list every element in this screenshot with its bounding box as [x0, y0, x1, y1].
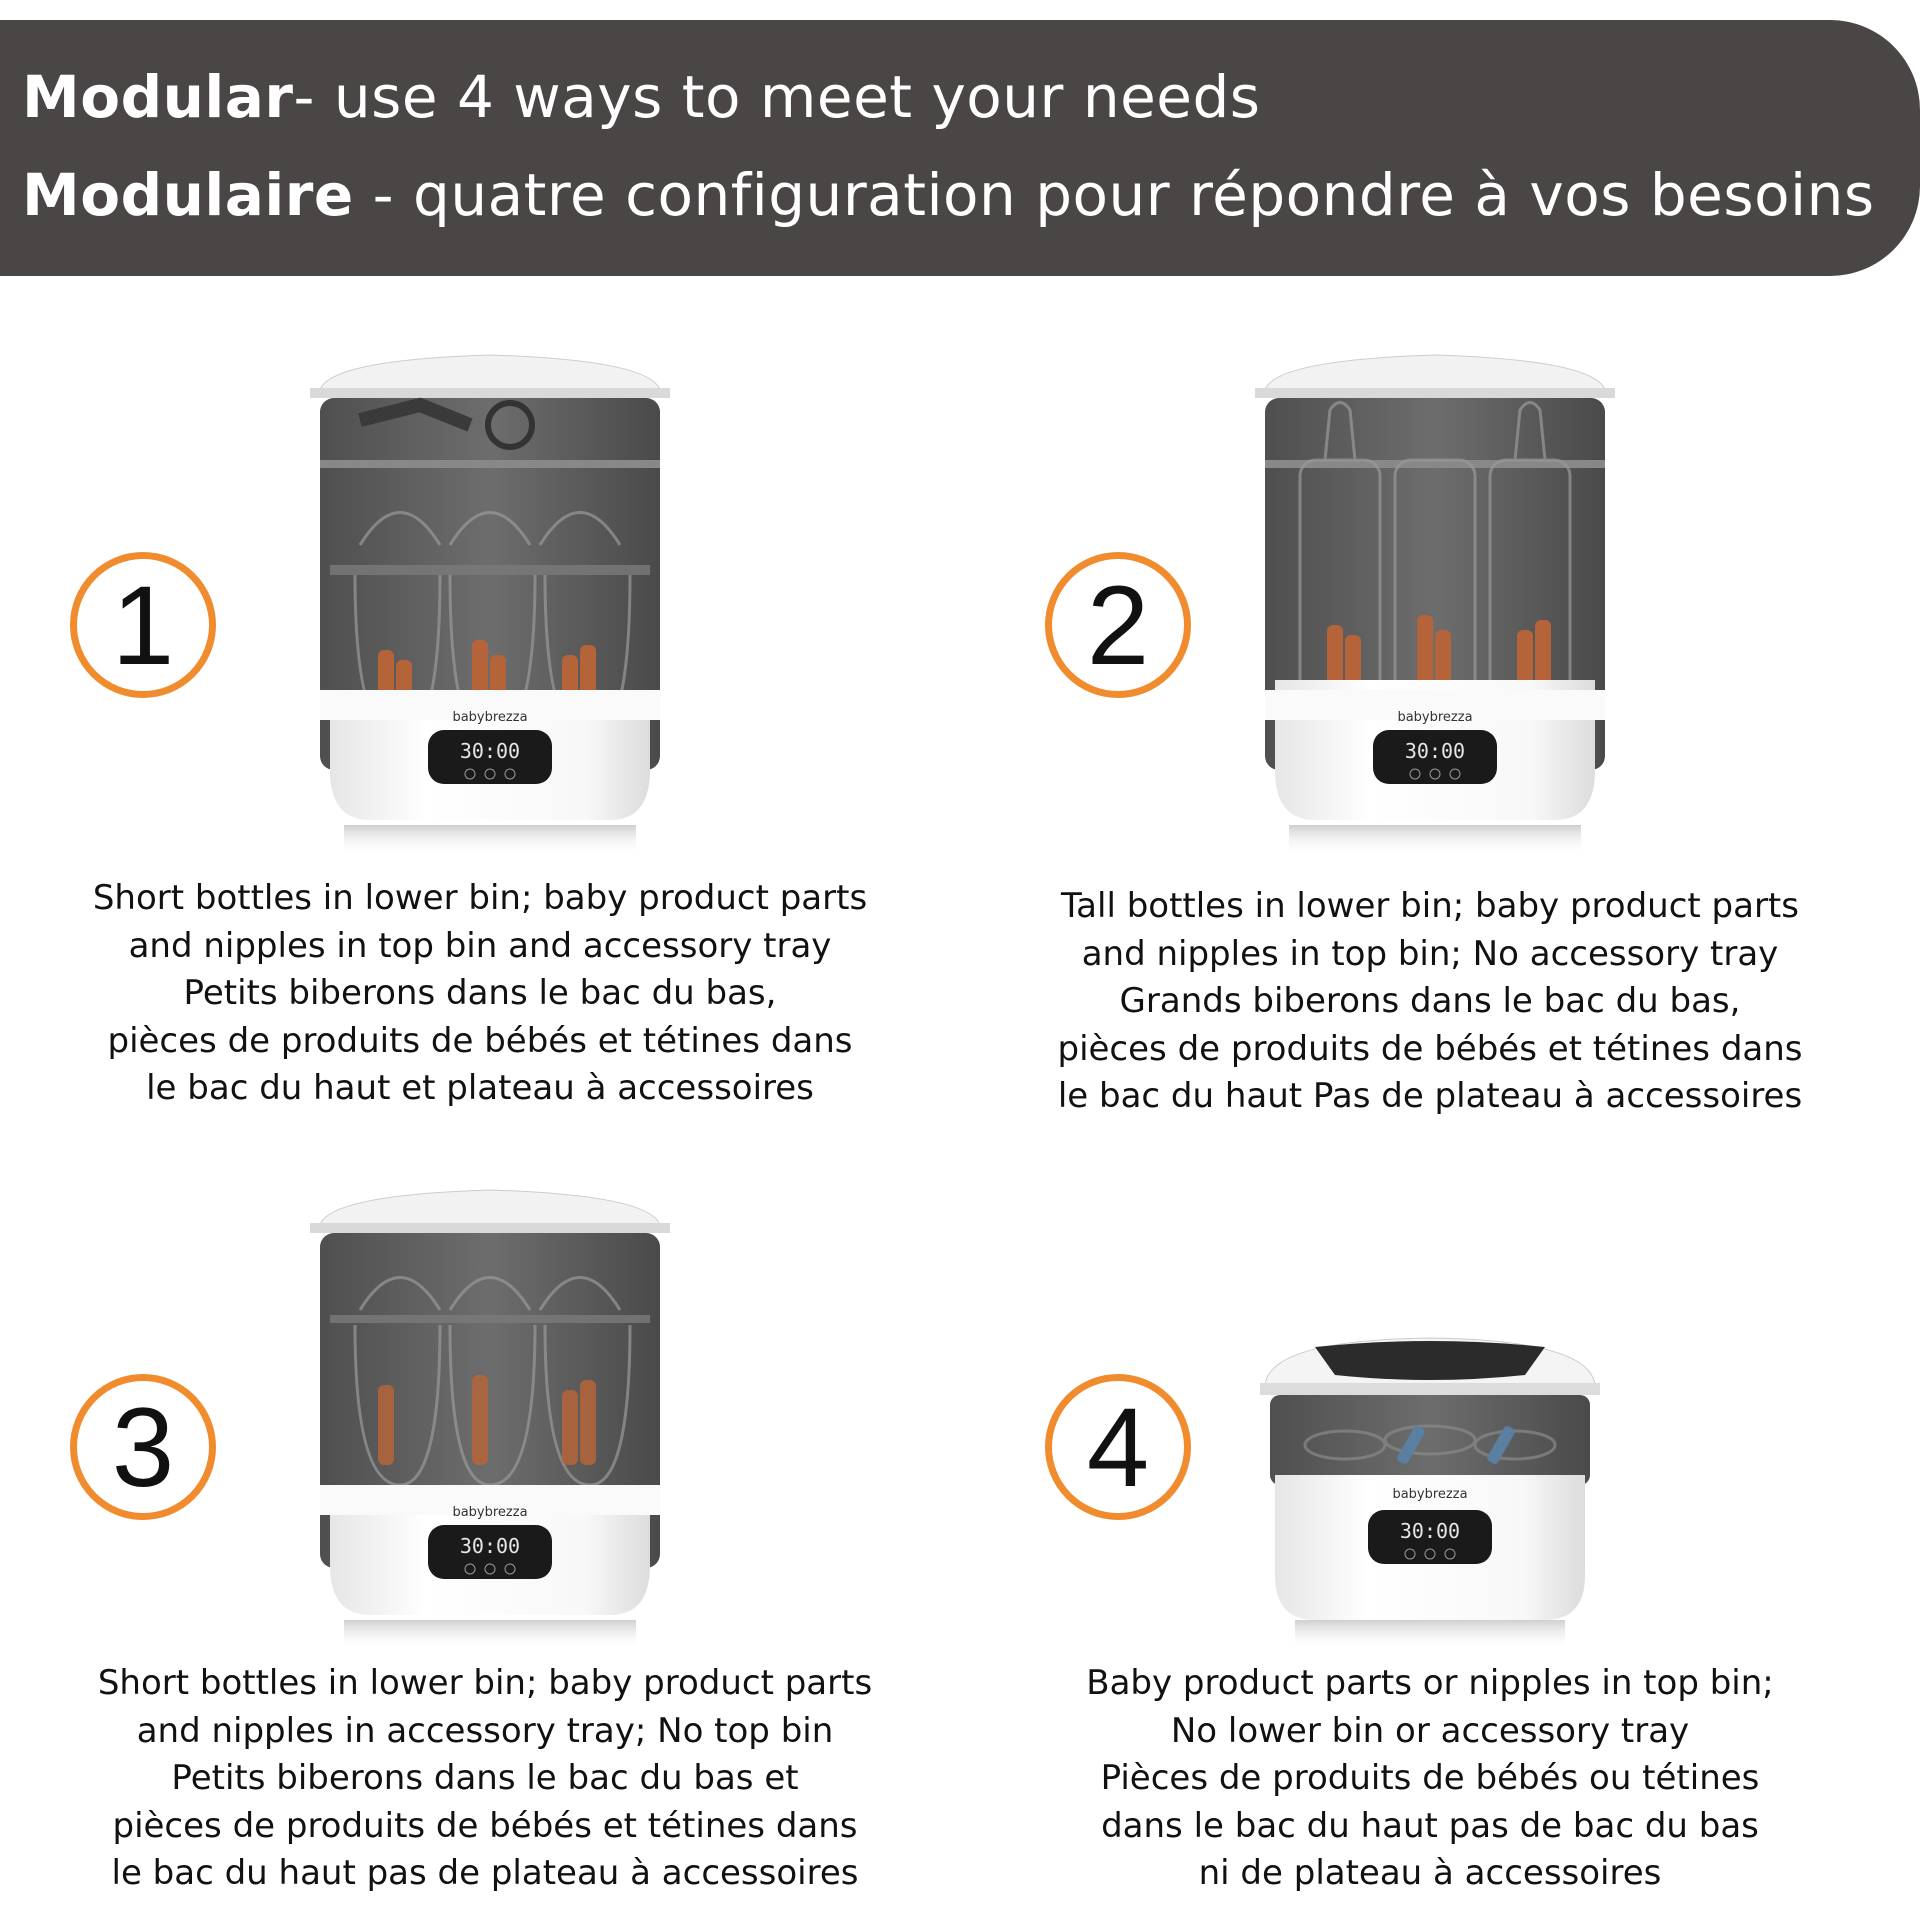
caption-1-line-5: le bac du haut et plateau à accessoires	[146, 1068, 814, 1108]
brand-label: babybrezza	[1397, 710, 1473, 725]
caption-2-line-4: pièces de produits de bébés et tétines dans	[1057, 1028, 1803, 1069]
brand-label: babybrezza	[452, 1505, 528, 1520]
step-number-1	[70, 552, 216, 698]
header-line2-rest: - quatre configuration pour répondre à vos besoins	[353, 161, 1875, 229]
caption-2-line-3: Grands biberons dans le bac du bas,	[1119, 981, 1741, 1021]
header-line1-rest: - use 4 ways to meet your needs	[293, 63, 1261, 131]
caption-3	[85, 1660, 885, 1898]
header-line1-bold: Modular	[22, 63, 294, 131]
step-number-3	[70, 1374, 216, 1520]
step-number-2	[1045, 552, 1191, 698]
step-number-2-text: 2	[1086, 562, 1150, 688]
caption-1-line-1: Short bottles in lower bin; baby product parts	[92, 878, 868, 918]
step-number-4	[1045, 1374, 1191, 1520]
caption-4-line-2: No lower bin or accessory tray	[1170, 1710, 1690, 1751]
header-line-english	[22, 48, 1920, 146]
caption-4	[1030, 1660, 1830, 1898]
caption-2-line-2: and nipples in top bin; No accessory tray	[1081, 933, 1779, 974]
step-number-3-text: 3	[111, 1384, 175, 1510]
caption-2	[1030, 883, 1830, 1121]
caption-3-line-3: Petits biberons dans le bac du bas et	[171, 1758, 799, 1798]
caption-1-line-4: pièces de produits de bébés et tétines dans	[107, 1020, 853, 1061]
caption-2-line-5: le bac du haut Pas de plateau à accessoires	[1057, 1076, 1803, 1116]
sterilizer-image-2	[1245, 350, 1625, 860]
brand-label: babybrezza	[452, 710, 528, 725]
step-number-1-text: 1	[111, 562, 175, 688]
step-number-4-text: 4	[1086, 1384, 1150, 1510]
caption-3-line-2: and nipples in accessory tray; No top bin	[136, 1710, 834, 1751]
caption-1-line-3: Petits biberons dans le bac du bas,	[183, 973, 777, 1013]
caption-4-line-3: Pièces de produits de bébés ou tétines	[1100, 1758, 1760, 1798]
header-banner	[0, 20, 1920, 276]
caption-4-line-1: Baby product parts or nipples in top bin;	[1086, 1663, 1774, 1703]
caption-2-line-1: Tall bottles in lower bin; baby product parts	[1061, 886, 1799, 926]
caption-1-line-2: and nipples in top bin and accessory tray	[128, 925, 832, 966]
display-readout: 30:00	[459, 1534, 521, 1558]
caption-1	[80, 875, 880, 1113]
display-readout: 30:00	[459, 739, 521, 763]
brand-label: babybrezza	[1392, 1487, 1468, 1502]
caption-3-line-5: le bac du haut pas de plateau à accessoires	[111, 1853, 859, 1893]
sterilizer-image-1	[300, 350, 680, 860]
caption-3-line-4: pièces de produits de bébés et tétines dans	[112, 1805, 858, 1846]
header-line-french	[22, 146, 1920, 244]
caption-4-line-4: dans le bac du haut pas de bac du bas	[1101, 1805, 1759, 1846]
display-readout: 30:00	[1399, 1519, 1461, 1543]
display-readout: 30:00	[1404, 739, 1466, 763]
sterilizer-image-4	[1255, 1335, 1605, 1655]
header-line2-bold: Modulaire	[22, 161, 354, 229]
caption-4-line-5: ni de plateau à accessoires	[1198, 1853, 1662, 1893]
caption-3-line-1: Short bottles in lower bin; baby product parts	[97, 1663, 873, 1703]
sterilizer-image-3	[300, 1185, 680, 1655]
